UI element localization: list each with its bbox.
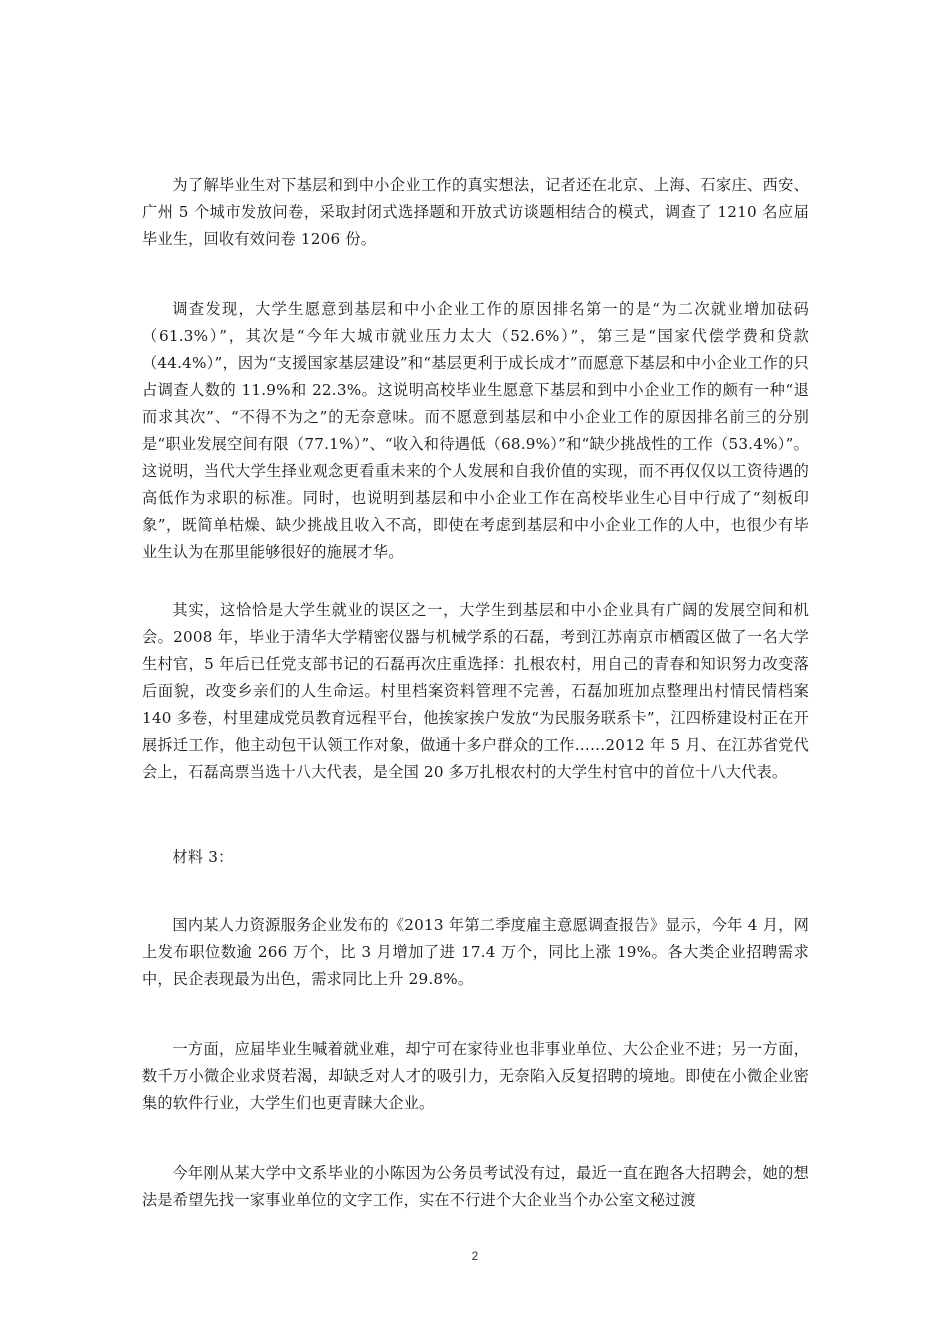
paragraph-employer-report: 国内某人力资源服务企业发布的《2013 年第二季度雇主意愿调查报告》显示，今年 4 月，网上发布职位数逾 266 万个，比 3 月增加了进 17.4 万个，同比上涨 19%。各大类企业招聘需求中，民企表现最为出色，需求同比上升 29.8%。 [142,916,809,988]
page-number: 2 [471,1249,479,1263]
paragraph-survey-method: 为了解毕业生对下基层和到中小企业工作的真实想法，记者还在北京、上海、石家庄、西安、广州 5 个城市发放问卷，采取封闭式选择题和开放式访谈题相结合的模式，调查了 1210 名应届毕业生，回收有效问卷 1206 份。 [142,176,809,248]
paragraph-xiaochen-story: 今年刚从某大学中文系毕业的小陈因为公务员考试没有过，最近一直在跑各大招聘会，她的想法是希望先找一家事业单位的文字工作，实在不行进个大企业当个办公室文秘过渡 [142,1164,809,1209]
paragraph-graduate-dilemma: 一方面，应届毕业生喊着就业难，却宁可在家待业也非事业单位、大公企业不进；另一方面，数千万小微企业求贤若渴，却缺乏对人才的吸引力，无奈陷入反复招聘的境地。即使在小微企业密集的软件行业，大学生们也更青睐大企业。 [142,1040,809,1112]
paragraph-example-shilei: 其实，这恰恰是大学生就业的误区之一，大学生到基层和中小企业具有广阔的发展空间和机会。2008 年，毕业于清华大学精密仪器与机械学系的石磊，考到江苏南京市栖霞区做了一名大学生村官，5 年后已任党支部书记的石磊再次庄重选择：扎根农村，用自己的青春和知识努力改变落后面貌，改变乡亲们的人生命运。村里档案资料管理不完善，石磊加班加点整理出村情民情档案 140 多卷，村里建成党员教育远程平台，他挨家挨户发放“为民服务联系卡”，江四桥建设村正在开展拆迁工作，他主动包干认领工作对象，做通十多户群众的工作……2012 年 5 月、在江苏省党代会上，石磊高票当选十八大代表，是全国 20 多万扎根农村的大学生村官中的首位十八大代表。 [142,601,809,781]
paragraph-survey-findings: 调查发现，大学生愿意到基层和中小企业工作的原因排名第一的是“为二次就业增加砝码（61.3%）”，其次是“今年大城市就业压力太大（52.6%）”，第三是“国家代偿学费和贷款（44.4%）”，因为“支援国家基层建设”和“基层更利于成长成才”而愿意下基层和中小企业工作的只占调查人数的 11.9%和 22.3%。这说明高校毕业生愿意下基层和到中小企业工作的颇有一种“退而求其次”、“不得不为之”的无奈意味。而不愿意到基层和中小企业工作的原因排名前三的分别是“职业发展空间有限（77.1%）”、“收入和待遇低（68.9%）”和“缺少挑战性的工作（53.4%）”。这说明，当代大学生择业观念更看重未来的个人发展和自我价值的实现，而不再仅仅以工资待遇的高低作为求职的标准。同时，也说明到基层和中小企业工作在高校毕业生心目中行成了“刻板印象”，既简单枯燥、缺少挑战且收入不高，即使在考虑到基层和中小企业工作的人中，也很少有毕业生认为在那里能够很好的施展才华。 [142,300,809,561]
section-heading-material-3: 材料 3： [172,848,234,866]
